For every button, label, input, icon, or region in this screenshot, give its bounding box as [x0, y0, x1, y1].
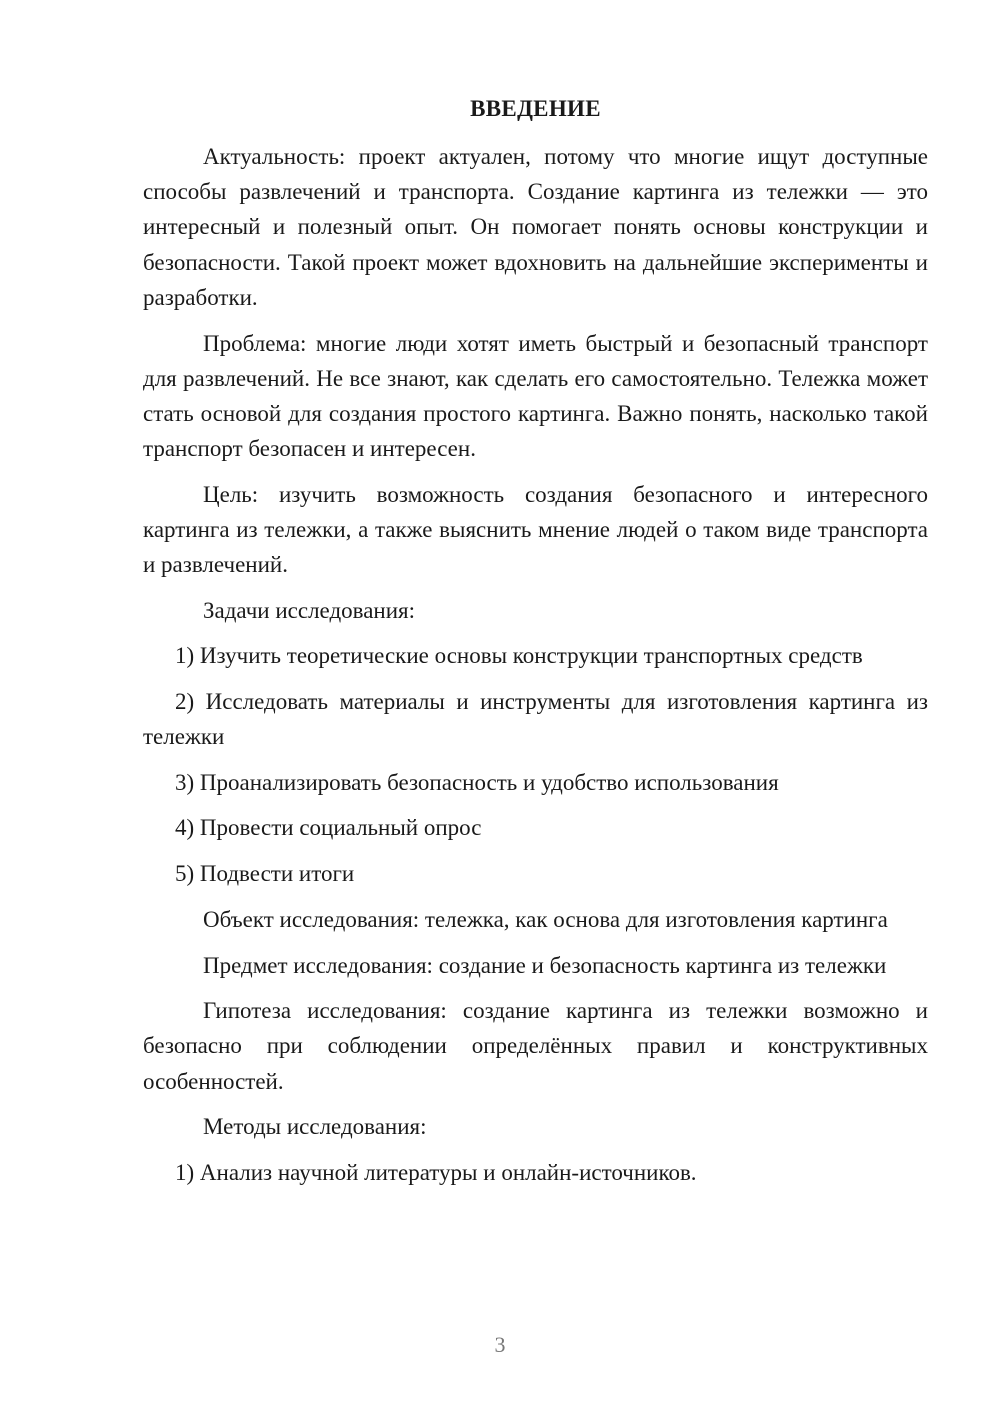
task-item-1: 1) Изучить теоретические основы конструкции транспортных средств	[175, 643, 863, 669]
paragraph-goal: Цель: изучить возможность создания безопасного и интересного картинга из тележки, а также выяснить мнение людей о таком виде транспорта и развлечений.	[143, 481, 928, 578]
paragraph-object: Объект исследования: тележка, как основа для изготовления картинга	[203, 906, 888, 932]
method-item-1: 1) Анализ научной литературы и онлайн-источников.	[175, 1159, 697, 1185]
task-item-4: 4) Провести социальный опрос	[175, 815, 482, 841]
task-item-5: 5) Подвести итоги	[175, 861, 355, 887]
page-number: 3	[494, 1332, 506, 1357]
task-item-3: 3) Проанализировать безопасность и удобство использования	[175, 769, 779, 795]
paragraph-relevance: Актуальность: проект актуален, потому что многие ищут доступные способы развлечений и транспорта. Создание картинга из тележки — это интересный и полезный опыт. Он помогает понять основы конструкции и безопасности. Такой проект может вдохновить на дальнейшие эксперименты и разработки.	[143, 144, 928, 310]
methods-heading: Методы исследования:	[203, 1114, 427, 1140]
tasks-heading: Задачи исследования:	[203, 597, 416, 623]
document-page	[143, 92, 928, 1200]
section-title: ВВЕДЕНИЕ	[470, 96, 601, 121]
task-item-2: 2) Исследовать материалы и инструменты для изготовления картинга из тележки	[143, 688, 928, 750]
paragraph-problem: Проблема: многие люди хотят иметь быстрый и безопасный транспорт для развлечений. Не все знают, как сделать его самостоятельно. Тележка может стать основой для создания простого картинга. Важно понять, насколько такой транспорт безопасен и интересен.	[143, 330, 928, 462]
paragraph-subject: Предмет исследования: создание и безопасность картинга из тележки	[203, 952, 887, 978]
paragraph-hypothesis: Гипотеза исследования: создание картинга из тележки возможно и безопасно при соблюдении определённых правил и конструктивных особенностей.	[143, 998, 928, 1094]
